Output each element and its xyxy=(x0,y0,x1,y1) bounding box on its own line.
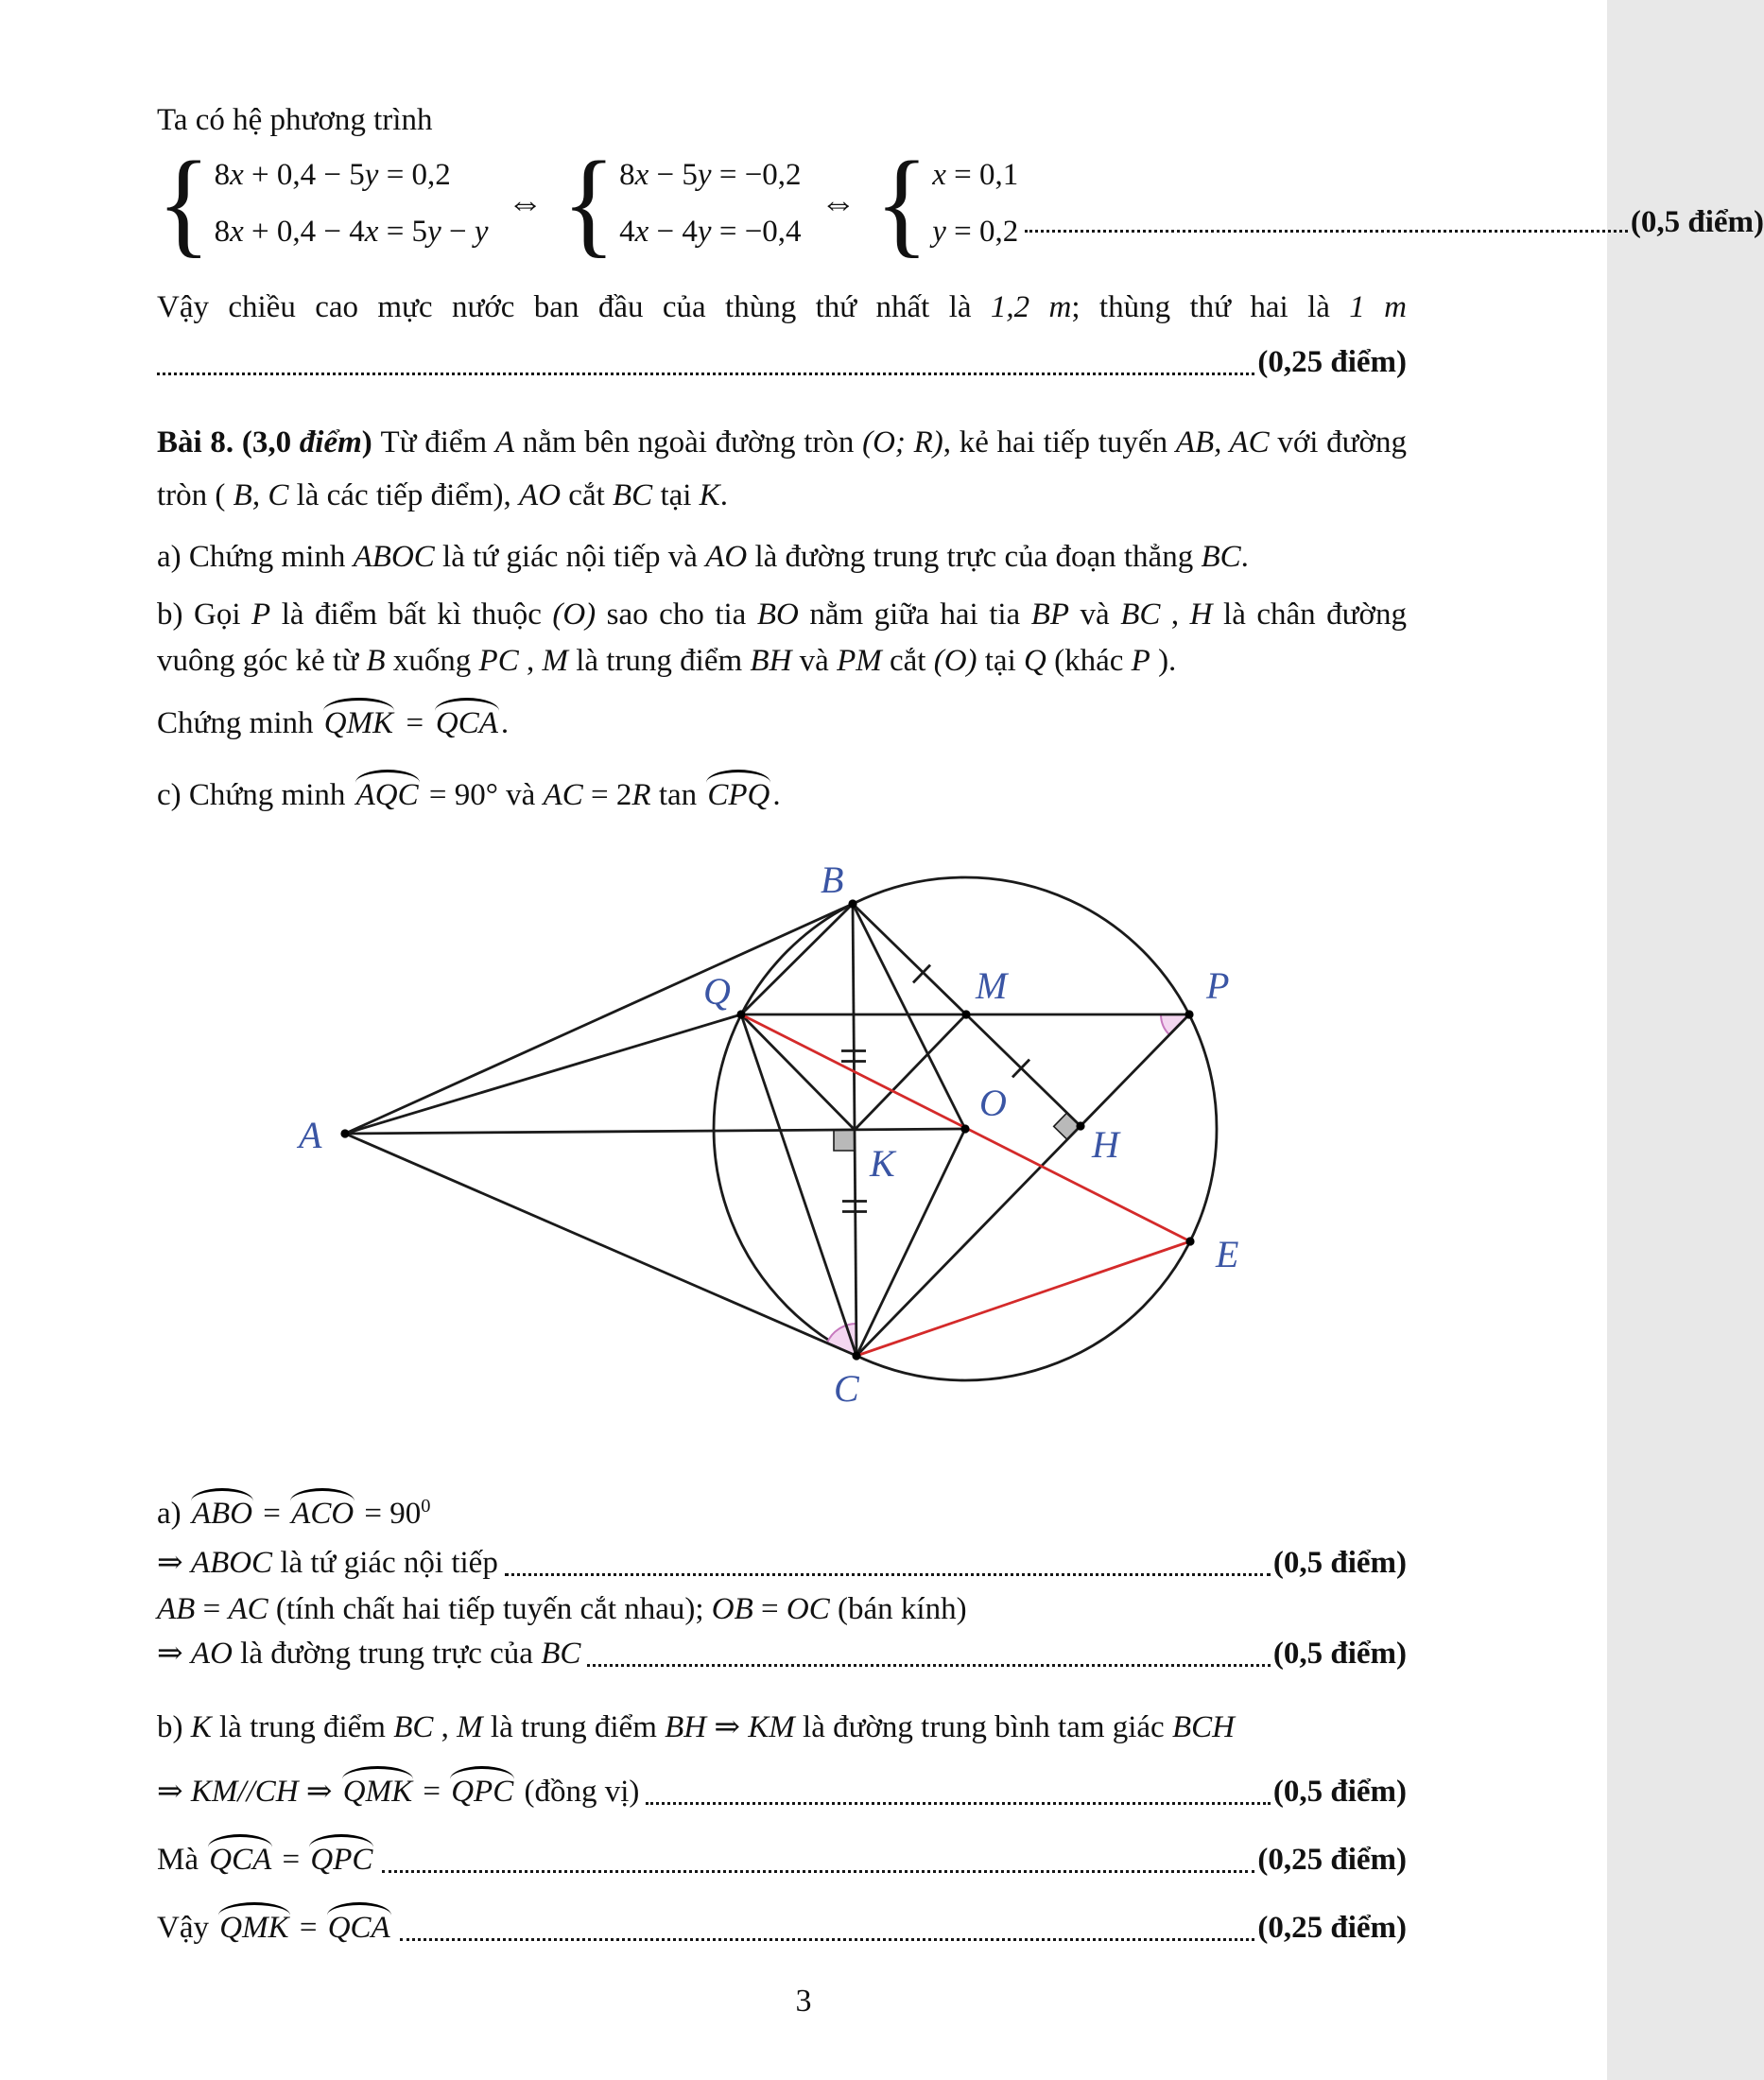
equation-row: y = 0,2 xyxy=(932,215,1019,250)
point-B xyxy=(848,899,856,908)
edge-QK xyxy=(741,1014,855,1130)
label-C: C xyxy=(834,1367,859,1410)
edge-AB xyxy=(345,904,853,1134)
solution-b1-text: b) K là trung điểm BC , M là trung điểm BH ⇒ KM là đường trung bình tam giác BCH xyxy=(157,1710,1235,1744)
label-O: O xyxy=(979,1082,1007,1124)
edge-BO xyxy=(853,904,965,1129)
edge-BQ xyxy=(741,904,853,1014)
equation-row: 8x − 5y = −0,2 xyxy=(619,158,802,192)
point-C xyxy=(852,1351,860,1360)
point-Q xyxy=(736,1010,745,1018)
point-H xyxy=(1076,1121,1084,1130)
edge-AQ xyxy=(345,1014,741,1134)
solution-a3-text: AB = AC (tính chất hai tiếp tuyến cắt nhau); OB = OC (bán kính) xyxy=(157,1592,967,1626)
solution-a-line2 xyxy=(157,1541,1407,1585)
solution-b-line4 xyxy=(157,1906,1407,1950)
score-label: (0,5 điểm) xyxy=(1272,1637,1407,1671)
label-B: B xyxy=(821,858,844,901)
point-A xyxy=(340,1129,349,1137)
label-H: H xyxy=(1092,1123,1119,1166)
dotted-leader xyxy=(382,1870,1254,1873)
part-a-text: a) Chứng minh ABOC là tứ giác nội tiếp và AO là đường trung trực của đoạn thẳng BC. xyxy=(157,540,1249,574)
point-O xyxy=(960,1124,969,1133)
equation-row: 4x − 4y = −0,4 xyxy=(619,215,802,250)
score-label: (0,5 điểm) xyxy=(1630,205,1764,240)
solution-b-line3 xyxy=(157,1838,1407,1881)
dotted-leader xyxy=(587,1664,1270,1667)
page-number: 3 xyxy=(795,1984,812,2019)
solution-a2-text: ⇒ ABOC là tứ giác nội tiếp xyxy=(157,1546,498,1580)
dotted-leader xyxy=(505,1573,1271,1576)
solution-b3-text: Mà QCA = QPC xyxy=(157,1838,375,1881)
label-K: K xyxy=(870,1142,895,1185)
dotted-leader xyxy=(646,1802,1270,1805)
point-M xyxy=(961,1010,970,1018)
equation-row: 8x + 0,4 − 5y = 0,2 xyxy=(214,158,451,192)
equation-row: 8x + 0,4 − 4x = 5y − y xyxy=(214,215,489,250)
score-label: (0,25 điểm) xyxy=(1257,1911,1407,1945)
solution-b2-text: ⇒ KM//CH ⇒ QMK = QPC (đồng vị) xyxy=(157,1775,640,1809)
equation-system: { x = 0,1 y = 0,2 xyxy=(874,137,1019,269)
point-P xyxy=(1185,1010,1193,1018)
part-b-claim-text: Chứng minh QMK = QCA. xyxy=(157,706,510,740)
edge-KM xyxy=(855,1014,966,1130)
part-b-text: b) Gọi P là điểm bất kì thuộc (O) sao cho tia BO nằm giữa hai tia BP và BC , H là chân đường vuông góc kẻ từ B xuống PC , M là trung điểm BH và PM cắt (O) tại Q (khác P ). xyxy=(157,598,1407,678)
edge-AO xyxy=(345,1129,965,1134)
edge-AC xyxy=(345,1134,856,1356)
problem-statement-text: Bài 8. (3,0 điểm) Từ điểm A nằm bên ngoài đường tròn (O; R), kẻ hai tiếp tuyến AB, AC với đường tròn ( B, C là các tiếp điểm), AO cắt BC tại K. xyxy=(157,425,1407,512)
solution-a-line4 xyxy=(157,1632,1407,1675)
solution-b-line1 xyxy=(157,1706,1407,1749)
label-E: E xyxy=(1216,1233,1239,1275)
right-angle-mark-0 xyxy=(834,1130,855,1151)
point-E xyxy=(1185,1237,1194,1245)
solution-b-line2 xyxy=(157,1770,1407,1813)
solution-a1-text: a) ABO = ACO = $90^0$ xyxy=(157,1496,431,1531)
iff-symbol: ⇔ xyxy=(820,182,856,223)
score-label: (0,25 điểm) xyxy=(1257,345,1407,379)
equation-row: x = 0,1 xyxy=(932,158,1019,192)
equation-system: { 8x − 5y = −0,2 4x − 4y = −0,4 xyxy=(562,137,802,269)
score-label: (0,5 điểm) xyxy=(1272,1546,1407,1580)
solution-b4-text: Vậy QMK = QCA xyxy=(157,1906,393,1950)
dotted-leader xyxy=(400,1938,1255,1941)
edge-CE xyxy=(856,1241,1190,1356)
iff-symbol: ⇔ xyxy=(507,182,544,223)
solution-a-line1 xyxy=(157,1492,1407,1535)
label-M: M xyxy=(976,964,1008,1007)
tick-mark-0-0 xyxy=(913,965,930,983)
part-c-text: c) Chứng minh AQC = 90° và AC = 2R tan CPQ. xyxy=(157,778,781,812)
conclusion-text: Vậy chiều cao mực nước ban đầu của thùng thứ nhất là 1,2 m; thùng thứ hai là 1 m xyxy=(157,290,1407,324)
solution-a4-text: ⇒ AO là đường trung trực của BC xyxy=(157,1637,581,1671)
solution-a-line3 xyxy=(157,1587,1407,1631)
label-P: P xyxy=(1206,964,1230,1007)
equation-system: { 8x + 0,4 − 5y = 0,2 8x + 0,4 − 4x = 5y − y xyxy=(157,137,489,269)
intro-text: Ta có hệ phương trình xyxy=(157,103,433,137)
label-Q: Q xyxy=(703,970,731,1013)
edge-QC xyxy=(741,1014,856,1356)
score-label: (0,25 điểm) xyxy=(1257,1843,1407,1877)
score-label: (0,5 điểm) xyxy=(1272,1775,1407,1809)
label-A: A xyxy=(299,1114,322,1156)
